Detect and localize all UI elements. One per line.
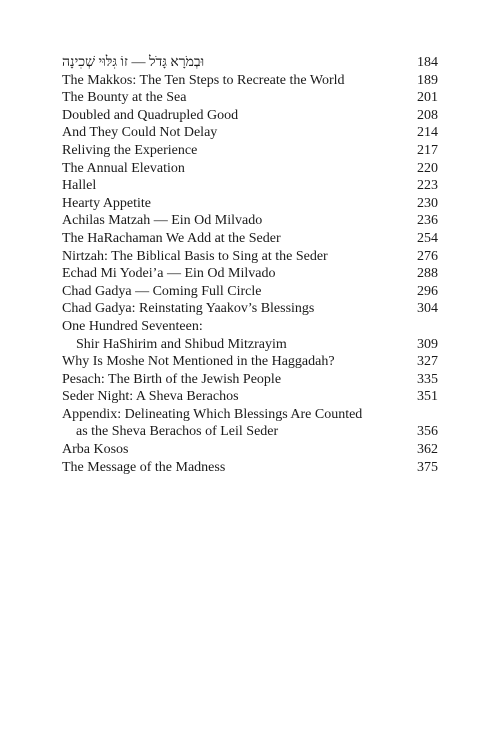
- toc-entry: [62, 283, 438, 301]
- toc-entry-page-number: 230: [417, 195, 438, 211]
- toc-entry-title: The Message of the Madness: [62, 459, 226, 475]
- toc-entry-title: The Makkos: The Ten Steps to Recreate the World: [62, 72, 345, 88]
- toc-entry-page-number: 351: [417, 389, 438, 405]
- toc-entry-title: Arba Kosos: [62, 442, 129, 458]
- toc-entry: [62, 72, 438, 90]
- toc-entry: [62, 195, 438, 213]
- toc-entry-page-number: 220: [417, 160, 438, 176]
- toc-entry-title: Doubled and Quadrupled Good: [62, 107, 239, 123]
- toc-entry: [62, 441, 438, 459]
- toc-entry: [62, 54, 438, 72]
- toc-entry-title: Achilas Matzah — Ein Od Milvado: [62, 213, 263, 229]
- toc-entry-page-number: 356: [417, 424, 438, 440]
- toc-entry: [62, 160, 438, 178]
- toc-entry: [62, 423, 438, 441]
- toc-entry-title: Chad Gadya: Reinstating Yaakov’s Blessings: [62, 301, 315, 317]
- toc-entry-page-number: 304: [417, 301, 438, 317]
- toc-entry-page-number: 327: [417, 354, 438, 370]
- toc-entry: [62, 336, 438, 354]
- toc-entry-title: Echad Mi Yodei’a — Ein Od Milvado: [62, 266, 276, 282]
- toc-entry-page-number: 276: [417, 248, 438, 264]
- toc-entry: [62, 459, 438, 477]
- toc-entry-title: Shir HaShirim and Shibud Mitzrayim: [76, 336, 287, 352]
- toc-entry-title: Nirtzah: The Biblical Basis to Sing at the Seder: [62, 248, 328, 264]
- toc-entry-title: Appendix: Delineating Which Blessings Are Counted: [62, 406, 363, 422]
- toc-entry-page-number: 217: [417, 142, 438, 158]
- toc-entry: [62, 300, 438, 318]
- toc-entry-page-number: 254: [417, 230, 438, 246]
- toc-entry-title: Chad Gadya — Coming Full Circle: [62, 283, 262, 299]
- toc-entry-page-number: 288: [417, 266, 438, 282]
- toc-entry: [62, 142, 438, 160]
- toc-entry-page-number: 375: [417, 459, 438, 475]
- toc-entry: [62, 212, 438, 230]
- toc-entry-title: The Bounty at the Sea: [62, 90, 187, 106]
- table-of-contents: [62, 54, 438, 476]
- toc-entry: [62, 371, 438, 389]
- toc-entry-title: וּבְמֹרָא גָּדֹל — זוֹ גִּלּוּי שְׁכִינָה: [62, 55, 205, 70]
- toc-entry-title: The Annual Elevation: [62, 160, 185, 176]
- toc-entry-title: Why Is Moshe Not Mentioned in the Haggadah?: [62, 354, 335, 370]
- toc-entry-page-number: 309: [417, 336, 438, 352]
- toc-entry: [62, 353, 438, 371]
- toc-entry: [62, 89, 438, 107]
- toc-entry: [62, 388, 438, 406]
- toc-entry: [62, 406, 438, 424]
- toc-entry-page-number: 296: [417, 283, 438, 299]
- toc-entry-page-number: 223: [417, 178, 438, 194]
- toc-entry-title: Hearty Appetite: [62, 195, 152, 211]
- toc-entry-title: The HaRachaman We Add at the Seder: [62, 230, 281, 246]
- toc-entry: [62, 230, 438, 248]
- toc-entry: [62, 318, 438, 336]
- toc-entry-page-number: 189: [417, 72, 438, 88]
- toc-entry-title: And They Could Not Delay: [62, 125, 218, 141]
- toc-entry-title: as the Sheva Berachos of Leil Seder: [76, 424, 279, 440]
- toc-entry-page-number: 362: [417, 442, 438, 458]
- toc-entry-page-number: 214: [417, 125, 438, 141]
- toc-entry: [62, 107, 438, 125]
- toc-entry: [62, 177, 438, 195]
- toc-entry-title: One Hundred Seventeen:: [62, 318, 203, 334]
- toc-entry-title: Hallel: [62, 178, 97, 194]
- toc-entry: [62, 265, 438, 283]
- toc-entry-title: Pesach: The Birth of the Jewish People: [62, 371, 282, 387]
- toc-entry: [62, 248, 438, 266]
- toc-entry-page-number: 201: [417, 90, 438, 106]
- toc-entry-page-number: 184: [417, 55, 438, 70]
- toc-entry-page-number: 236: [417, 213, 438, 229]
- toc-entry-title: Seder Night: A Sheva Berachos: [62, 389, 239, 405]
- toc-entry: [62, 124, 438, 142]
- toc-entry-title: Reliving the Experience: [62, 142, 198, 158]
- toc-entry-page-number: 208: [417, 107, 438, 123]
- toc-entry-page-number: 335: [417, 371, 438, 387]
